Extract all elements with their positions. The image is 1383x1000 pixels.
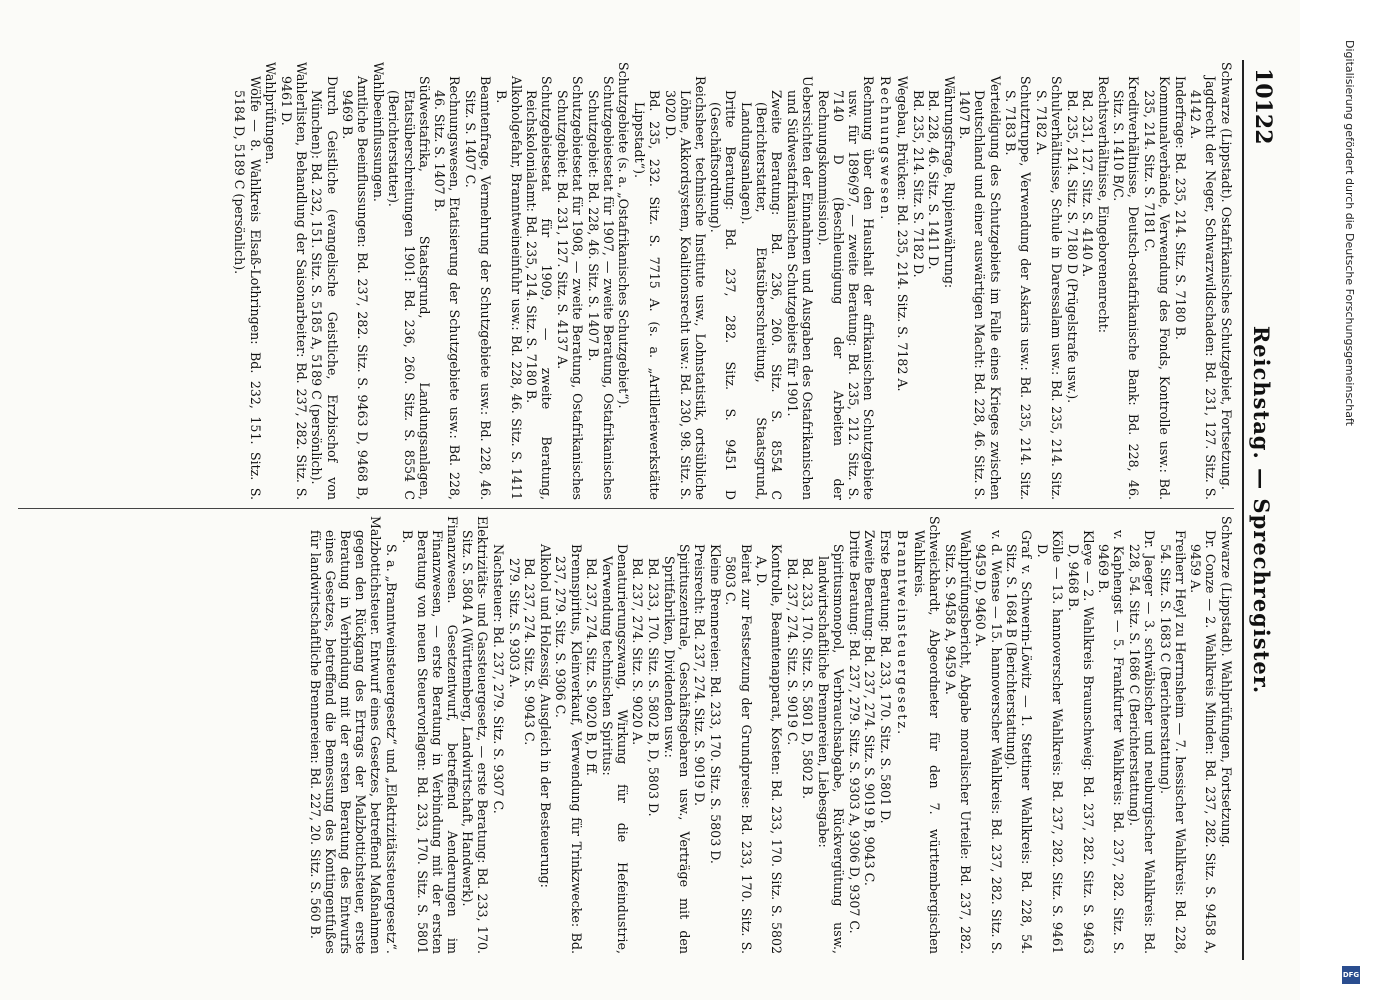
index-entry: Freiherr Heyl zu Herrnsheim — 7. hessischer Wahlkreis: Bd. 228, 54. Sitz. S. 1683 C (Berichterstattung). — [1157, 530, 1188, 954]
index-entry: Bd. 237, 274. Sitz. S. 9043 C. — [522, 558, 538, 746]
index-entry: Spiritusmonopol, Verbrauchsabgabe, Rückvergütung usw., landwirtschaftliche Brennereien, Liebesgabe: — [816, 544, 847, 954]
index-heading: Wahlprüfungen. — [263, 62, 279, 165]
index-entry: Durch Geistliche (evangelische Geistliche, Erzbischof von München): Bd. 232, 151. Sitz. S. 5185 A, 5189 C (persönlich). — [309, 76, 340, 500]
index-heading: Wahlbeeinflussungen. — [370, 62, 386, 202]
index-entry: Uebersichten der Einnahmen und Ausgaben des Ostafrikanischen und Südwestafrikanischen Schutzgebiets für 1901. — [784, 76, 815, 500]
index-entry: Beirat zur Festsetzung der Grundpreise: Bd. 233, 170. Sitz. S. 5803 C. — [723, 544, 754, 954]
page-number: 10122 — [1250, 68, 1276, 145]
index-entry: Zweite Beratung: Bd. 237, 274. Sitz. S. 9019 B, 9043 C. — [862, 530, 878, 886]
index-entry: Dr. Conze — 2. Wahlkreis Minden: Bd. 237, 282. Sitz. S. 9458 A, 9459 A. — [1188, 530, 1219, 954]
index-entry: Wölfe — 8. Wahlkreis Elsaß-Lothringen: Bd. 232, 151. Sitz. S. 5184 D, 5189 C (persönlich). — [232, 76, 263, 500]
index-entry: Rechnung über den Haushalt der afrikanischen Schutzgebiete usw. für 1896/97, — zweite Beratung: Bd. 235, 212. Sitz. S. 7140 D (Beschleunigung der Arbeiten der Rechnungskommission). — [815, 76, 876, 500]
left-column — [14, 62, 1234, 500]
index-entry: Bd. 233, 170. Sitz. S. 5802 B, D, 5803 D. — [646, 558, 662, 817]
index-entry: Kleye — 2. Wahlkreis Braunschweig: Bd. 237, 282. Sitz. S. 9463 D, 9468 B. — [1065, 530, 1096, 954]
index-heading: Elektrizitäts- und Gassteuergesetz, — erste Beratung: Bd. 233, 170. Sitz. S. 5804 A (Württemberg, Landwirtschaft, Handwerk). — [460, 516, 491, 954]
index-entry: Beamtenfrage, Vermehrung der Schutzgebiete usw.: Bd. 228, 46. Sitz. S. 1407 C. — [462, 76, 493, 500]
index-entry: Zweite Beratung: Bd. 236, 260. Sitz. S. 8554 C (Berichterstatter, Etatsüberschreitung, Staatsgrund, Landungsanlagen). — [739, 90, 785, 500]
funding-note — [1338, 40, 1360, 1000]
index-entry: Schutzgebietsetat für 1909, — zweite Beratung, Reichskolonialamt: Bd. 235, 214. Sitz. S. 7180 B. — [524, 76, 555, 500]
index-entry: Bd. 235, 214. Sitz. S. 7182 D. — [910, 90, 926, 278]
index-entry: Dritte Beratung: Bd. 237, 282. Sitz. S. 9451 D (Geschäftsordnung). — [708, 90, 739, 500]
index-entry: Rechnungswesen, Etatisierung der Schutzgebiete usw.: Bd. 228, 46. Sitz. S. 1407 B. — [432, 76, 463, 500]
index-heading: Schutzgebiete (s. a. „Ostafrikanisches Schutzgebiet“). — [616, 62, 632, 409]
index-entry: Bd. 237, 274. Sitz. S. 9019 C. — [784, 558, 800, 746]
index-entry: Rechtsverhältnisse, Eingeborenenrecht: — [1095, 76, 1111, 334]
index-entry: Reichsheer, technische Institute usw., Lohnstatistik, ortsübliche Löhne, Akkordsystem, Koalitionsrecht usw.: Bd. 230, 98. Sitz. S. 3020 D. — [662, 76, 708, 500]
index-entry: Dritte Beratung: Bd. 237, 279. Sitz. S. 9303 A, 9306 D, 9307 C. — [846, 530, 862, 934]
index-entry: Bd. 228, 46. Sitz. S. 1411 D. — [926, 90, 942, 270]
index-entry: Brennspiritus, Kleinverkauf, Verwendung für Trinkzwecke: Bd. 237, 279. Sitz. S. 9306 C. — [553, 544, 584, 954]
index-heading: Wahlerlisten, Behandlung der Saisonarbeiter: Bd. 237, 282. Sitz. S. 9461 D. — [278, 62, 309, 500]
index-entry: Bd. 235, 214. Sitz. S. 7180 D (Prügelstrafe usw.). — [1064, 90, 1080, 404]
index-entry: Nachsteuer: Bd. 237, 279. Sitz. S. 9307 C. — [491, 544, 507, 814]
index-entry: Bd. 233, 170. Sitz. S. 5801 D, 5802 B. — [800, 558, 816, 799]
funding-note-text: Digitalisierung gefördert durch die Deutsche Forschungsgemeinschaft — [1343, 40, 1356, 426]
right-column — [14, 516, 1234, 954]
index-entry: Bd. 235, 232. Sitz. S. 7715 A. (s. a. „Artilleriewerkstätte Lippstadt“). — [631, 90, 663, 500]
index-entry: Denaturierungszwang, Wirkung für die Hefeindustrie, Verwendung technischen Spiritus: — [599, 544, 630, 954]
index-heading: Malzbottichsteuer. Entwurf eines Gesetzes, betreffend Maßnahmen gegen den Rückgang des Ertrags der Malzbottichsteuer, erste Beratung in Verbindung mit der ersten Beratung des Entwurfs eines Gesetzes, betreffend die Bemessung des Kontingentfußes für landwirtschaftliche Brennereien: Bd. 227, 20. Sitz. S. 560 B. — [307, 516, 384, 954]
index-entry: Amtliche Beeinflussungen: Bd. 237, 282. Sitz. S. 9463 D, 9468 B, 9469 B. — [340, 76, 371, 500]
page-title: Reichstag. — Sprechregister. — [1249, 325, 1274, 695]
index-subject: Branntweinsteuergesetz. — [895, 530, 911, 737]
index-entry: Schutzgebietsetat für 1908, — zweite Beratung, Ostafrikanisches Schutzgebiet: Bd. 231, 127. Sitz. S. 4137 A. — [554, 76, 586, 500]
index-entry: Erste Beratung: Bd. 233, 170. Sitz. S. 5801 D. — [877, 530, 893, 824]
index-entry: Verteidigung des Schutzgebiets im Falle eines Krieges zwischen Deutschland und einer auswärtigen Macht: Bd. 228, 46. Sitz. S. 1407 B. — [957, 76, 1003, 500]
index-heading: Schwarze (Lippstadt). Ostafrikanisches Schutzgebiet, Fortsetzung. — [1219, 62, 1234, 490]
index-entry: Kleine Brennereien: Bd. 233, 170. Sitz. S. 5803 D. — [707, 544, 723, 864]
index-entry: Kontrolle, Beamtenapparat, Kosten: Bd. 233, 170. Sitz. S. 5802 A, D. — [754, 544, 785, 954]
index-entry: Alkoholgefahr, Branntweineinfuhr usw.: Bd. 228, 46. Sitz. S. 1411 B. — [493, 76, 524, 500]
index-entry: Kreditverhältnisse, Deutsch-ostafrikanische Bank: Bd. 228, 46. Sitz. S. 1410 B/C. — [1111, 76, 1142, 500]
index-entry: Inderfrage: Bd. 235, 214. Sitz. S. 7180 B. — [1172, 76, 1188, 340]
index-entry: Dr. Jaeger — 3. schwäbischer und neuburgischer Wahlkreis: Bd. 228, 54. Sitz. S. 1686 C (Berichterstattung). — [1126, 530, 1158, 954]
index-entry: Bd. 237, 274. Sitz. S. 9020 A. — [630, 558, 646, 746]
index-heading: Schwarze (Lippstadt). Wahlprüfungen, Fortsetzung. — [1219, 516, 1234, 848]
index-entry: Preisrecht: Bd. 237, 274. Sitz. S. 9019 D. — [692, 544, 708, 807]
index-entry: 279. Sitz. S. 9303 A. — [506, 558, 522, 688]
column-divider — [18, 508, 1234, 509]
index-entry: v. Kaphengst — 5. Frankfurter Wahlkreis: Bd. 237, 282. Sitz. S. 9469 B. — [1096, 530, 1127, 954]
index-entry: Wegebau, Brücken: Bd. 235, 214. Sitz. S. 7182 A. — [895, 76, 911, 392]
index-heading: Schweickhardt, Abgeordneter für den 7. württembergischen Wahlkreis. — [912, 516, 943, 954]
index-entry: Schutzgebietsetat für 1907, — zweite Beratung, Ostafrikanisches Schutzgebiet: Bd. 228, 46. Sitz. S. 1407 B. — [585, 76, 616, 500]
index-entry: Südwestafrika, Staatsgrund, Landungsanlagen, Etatsüberschreitungen 1901: Bd. 236, 260. Sitz. S. 8554 C (Berichterstatter). — [386, 76, 432, 500]
index-entry: Spirituszentrale, Geschäftsgebaren usw., Verträge mit den Spritfabriken, Dividenden usw.: — [661, 544, 692, 954]
index-entry: Schutztruppe, Verwendung der Askaris usw.: Bd. 235, 214. Sitz. S. 7183 B. — [1003, 76, 1034, 500]
index-entry: Jagdrecht der Neger, Schwarzwildschaden: Bd. 231, 127. Sitz. S. 4142 A. — [1188, 76, 1219, 500]
index-entry: Wahlprüfungsbericht, Abgabe moralischer Urteile: Bd. 237, 282. Sitz. S. 9458 A, 9459 A. — [942, 530, 973, 954]
index-entry: Währungsfrage, Rupienwährung: — [941, 76, 957, 289]
index-entry: Graf v. Schwerin-Löwitz — 1. Stettiner Wahlkreis: Bd. 228, 54. Sitz. S. 1684 B (Berichterstattung). — [1004, 530, 1035, 954]
index-entry: Alkohol und Holzessig, Ausgleich in der Besteuerung: — [537, 544, 553, 888]
index-entry: Kölle — 13. hannoverscher Wahlkreis: Bd. 237, 282. Sitz. S. 9461 D. — [1034, 530, 1065, 954]
index-entry: S. a. „Branntweinsteuergesetz“ und „Elektrizitätssteuergesetz“. — [383, 544, 399, 954]
dfg-logo: DFG — [1342, 966, 1360, 984]
index-entry: Kommunalverbände, Verwendung des Fonds, Kontrolle usw.: Bd. 235, 214. Sitz. S. 7181 C. — [1142, 76, 1173, 500]
index-entry: Schulverhältnisse, Schule in Daressalam usw.: Bd. 235, 214. Sitz. S. 7182 A. — [1033, 76, 1064, 500]
page-header — [1242, 60, 1278, 960]
index-entry: Bd. 231, 127. Sitz. S. 4140 A. — [1080, 90, 1096, 278]
index-heading: Finanzwesen. Gesetzentwurf, betreffend Aenderungen im Finanzwesen, — erste Beratung in Verbindung mit der ersten Beratung von neuen Steuervorlagen: Bd. 233, 170. Sitz. S. 5801 B. — [399, 516, 460, 954]
index-entry: v. d. Wense — 15. hannoverscher Wahlkreis: Bd. 237, 282. Sitz. S. 9459 D, 9460 A. — [973, 530, 1004, 954]
index-subject: Rechnungswesen. — [877, 76, 893, 222]
index-entry: Bd. 237, 274. Sitz. S. 9020 B, D ff. — [584, 558, 600, 776]
